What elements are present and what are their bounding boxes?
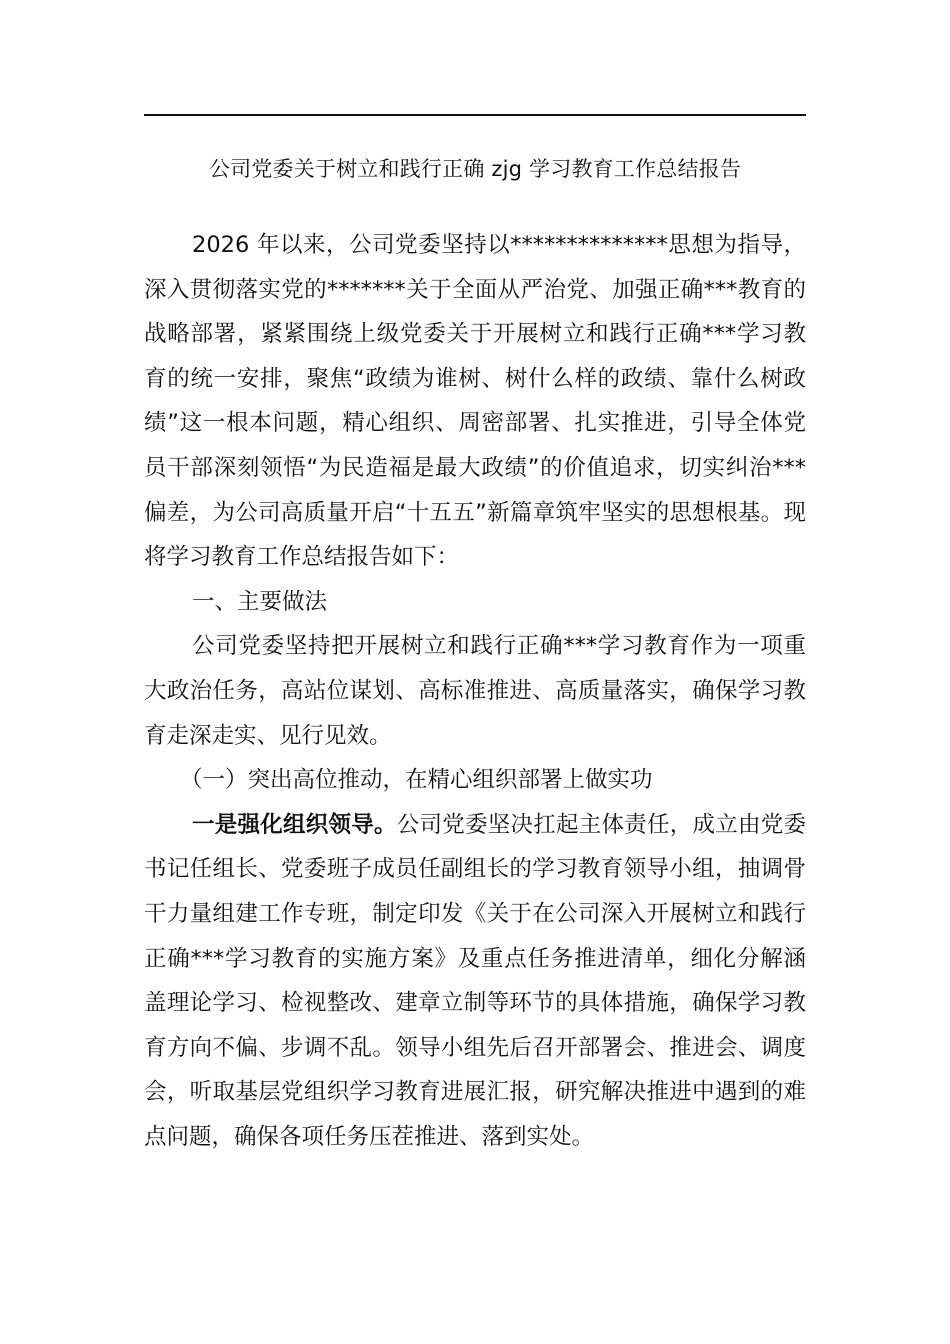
subsection-heading: （一）突出高位推动，在精心组织部署上做实功 bbox=[180, 767, 653, 794]
document-body bbox=[144, 223, 806, 1159]
header-rule bbox=[144, 114, 806, 116]
section-paragraph: 公司党委坚持把开展树立和践行正确***学习教育作为一项重大政治任务，高站位谋划、高标准推进、高质量落实，确保学习教育走深走实、见行见效。 bbox=[144, 633, 806, 749]
intro-paragraph: 2026 年以来，公司党委坚持以**************思想为指导，深入贯彻落实党的*******关于全面从严治党、加强正确***教育的战略部署，紧紧围绕上级党委关于开展树立和践行正确***学习教育的统一安排，聚焦“政绩为谁树、树什么样的政绩、靠什么树政绩”这一根本问题，精心组织、周密部署、扎实推进，引导全体党员干部深刻领悟“为民造福是最大政绩”的价值追求，切实纠治***偏差，为公司高质量开启“十五五”新篇章筑牢坚实的思想根基。现将学习教育工作总结报告如下： bbox=[144, 232, 806, 571]
point-paragraph bbox=[144, 803, 806, 1160]
section-heading-main-practices: 一、主要做法 bbox=[192, 588, 328, 615]
point-lead: 一是强化组织领导。 bbox=[192, 811, 397, 838]
document-title: 公司党委关于树立和践行正确 zjg 学习教育工作总结报告 bbox=[208, 157, 742, 181]
point-text: 公司党委坚决扛起主体责任，成立由党委书记任组长、党委班子成员任副组长的学习教育领导小组，抽调骨干力量组建工作专班，制定印发《关于在公司深入开展树立和践行正确***学习教育的实施方案》及重点任务推进清单，细化分解涵盖理论学习、检视整改、建章立制等环节的具体措施，确保学习教育方向不偏、步调不乱。领导小组先后召开部署会、推进会、调度会，听取基层党组织学习教育进展汇报，研究解决推进中遇到的难点问题，确保各项任务压茬推进、落到实处。 bbox=[144, 811, 806, 1150]
